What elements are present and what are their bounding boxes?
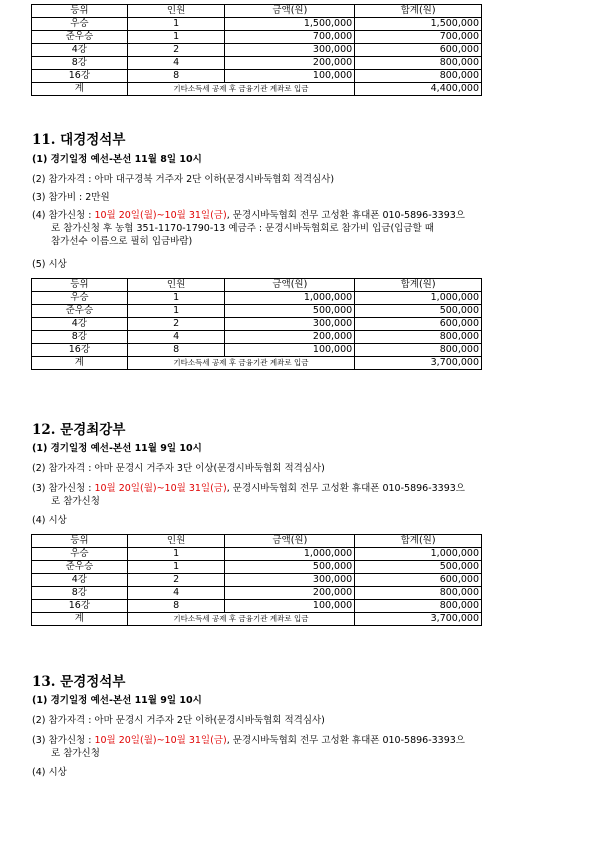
table-cell: 16강 (32, 70, 128, 83)
table-cell: 8 (127, 70, 225, 83)
s11-reg-prefix: (4) 참가신청 : (32, 210, 95, 221)
s11-reg-line2: 로 참가신청 후 농협 351-1170-1790-13 예금주 : 문경시바둑협회로 참가비 입금(입금할 때 (51, 223, 434, 234)
table-row (32, 561, 482, 574)
table-row (32, 574, 482, 587)
total-note: 기타소득세 공제 후 금융기관 계좌로 입금 (127, 357, 354, 370)
table-cell: 500,000 (225, 561, 355, 574)
table-cell: 16강 (32, 344, 128, 357)
prize-table-10 (31, 4, 482, 96)
table-cell: 800,000 (355, 70, 482, 83)
table-cell: 100,000 (225, 600, 355, 613)
s13-schedule: (1) 경기일정 예선-본선 11월 9일 10시 (32, 695, 202, 706)
s11-registration (32, 209, 592, 248)
s13-registration (32, 734, 592, 760)
table-cell: 1,000,000 (355, 292, 482, 305)
table-row (32, 587, 482, 600)
s13-reg-contact: , 문경시바둑협회 전무 고성환 휴대폰 010-5896-3393으 (226, 735, 465, 746)
table-row (32, 344, 482, 357)
table-header-row (32, 279, 482, 292)
table-cell: 600,000 (355, 318, 482, 331)
section-title-12: 12. 문경최강부 (32, 422, 126, 438)
table-total-row (32, 613, 482, 626)
table-cell: 100,000 (225, 70, 355, 83)
table-cell: 700,000 (355, 31, 482, 44)
table-row (32, 18, 482, 31)
section-title-13: 13. 문경정석부 (32, 674, 126, 690)
table-cell: 2 (127, 574, 225, 587)
table-cell: 500,000 (225, 305, 355, 318)
table-cell: 우승 (32, 292, 128, 305)
table-cell: 1 (127, 548, 225, 561)
table-cell: 8강 (32, 57, 128, 70)
table-cell: 500,000 (355, 561, 482, 574)
table-cell: 1 (127, 292, 225, 305)
s13-eligibility: (2) 참가자격 : 아마 문경시 거주자 2단 이하(문경시바둑협회 적격심사) (32, 715, 325, 726)
table-cell: 4강 (32, 574, 128, 587)
table-cell: 100,000 (225, 344, 355, 357)
column-header: 등위 (32, 279, 128, 292)
table-cell: 8 (127, 600, 225, 613)
table-row (32, 600, 482, 613)
table-cell: 1 (127, 18, 225, 31)
table-cell: 4 (127, 587, 225, 600)
table-cell: 700,000 (225, 31, 355, 44)
table-total-row (32, 83, 482, 96)
s12-eligibility: (2) 참가자격 : 아마 문경시 거주자 3단 이상(문경시바둑협회 적격심사) (32, 463, 325, 474)
s12-schedule: (1) 경기일정 예선-본선 11월 9일 10시 (32, 443, 202, 454)
total-value: 3,700,000 (355, 613, 482, 626)
total-value: 4,400,000 (355, 83, 482, 96)
table-row (32, 318, 482, 331)
table-row (32, 292, 482, 305)
table-cell: 200,000 (225, 587, 355, 600)
table-cell: 1,000,000 (225, 292, 355, 305)
table-cell: 1,500,000 (355, 18, 482, 31)
total-label: 계 (32, 83, 128, 96)
s12-reg-prefix: (3) 참가신청 : (32, 483, 95, 494)
column-header: 등위 (32, 535, 128, 548)
column-header: 합계(원) (355, 535, 482, 548)
s12-awards: (4) 시상 (32, 515, 67, 526)
table-cell: 200,000 (225, 331, 355, 344)
column-header: 인원 (127, 535, 225, 548)
s12-reg-contact: , 문경시바둑협회 전무 고성환 휴대폰 010-5896-3393으 (226, 483, 465, 494)
section-title-11: 11. 대경정석부 (32, 132, 126, 148)
total-label: 계 (32, 357, 128, 370)
s11-reg-line3: 참가선수 이름으로 필히 입금바람) (51, 236, 193, 247)
table-row (32, 70, 482, 83)
column-header: 인원 (127, 5, 225, 18)
column-header: 합계(원) (355, 5, 482, 18)
table-cell: 우승 (32, 548, 128, 561)
table-row (32, 31, 482, 44)
table-cell: 500,000 (355, 305, 482, 318)
table-cell: 8강 (32, 587, 128, 600)
column-header: 금액(원) (225, 535, 355, 548)
table-cell: 준우승 (32, 561, 128, 574)
column-header: 합계(원) (355, 279, 482, 292)
column-header: 인원 (127, 279, 225, 292)
table-cell: 준우승 (32, 31, 128, 44)
prize-table-11 (31, 278, 482, 370)
s11-awards: (5) 시상 (32, 259, 67, 270)
table-cell: 600,000 (355, 574, 482, 587)
table-cell: 1 (127, 31, 225, 44)
table-cell: 600,000 (355, 44, 482, 57)
table-cell: 우승 (32, 18, 128, 31)
table-cell: 200,000 (225, 57, 355, 70)
s13-reg-line2: 로 참가신청 (51, 748, 100, 759)
s11-eligibility: (2) 참가자격 : 아마 대구경북 거주자 2단 이하(문경시바둑협회 적격심사) (32, 174, 335, 185)
table-row (32, 548, 482, 561)
s13-awards: (4) 시상 (32, 767, 67, 778)
table-cell: 300,000 (225, 44, 355, 57)
table-cell: 16강 (32, 600, 128, 613)
table-row (32, 305, 482, 318)
table-cell: 1 (127, 305, 225, 318)
table-cell: 4강 (32, 318, 128, 331)
table-cell: 4강 (32, 44, 128, 57)
total-note: 기타소득세 공제 후 금융기관 계좌로 입금 (127, 613, 354, 626)
table-cell: 800,000 (355, 331, 482, 344)
table-cell: 1,000,000 (355, 548, 482, 561)
s11-reg-period: 10월 20일(월)~10월 31일(금) (94, 210, 227, 221)
prize-table-12 (31, 534, 482, 626)
column-header: 금액(원) (225, 5, 355, 18)
table-cell: 1,500,000 (225, 18, 355, 31)
column-header: 금액(원) (225, 279, 355, 292)
s12-reg-line2: 로 참가신청 (51, 496, 100, 507)
s12-registration (32, 482, 592, 508)
table-cell: 1 (127, 561, 225, 574)
s11-schedule: (1) 경기일정 예선-본선 11월 8일 10시 (32, 154, 202, 165)
s13-reg-period: 10월 20일(월)~10월 31일(금) (94, 735, 227, 746)
total-value: 3,700,000 (355, 357, 482, 370)
table-cell: 800,000 (355, 344, 482, 357)
table-cell: 800,000 (355, 587, 482, 600)
table-cell: 1,000,000 (225, 548, 355, 561)
table-cell: 8 (127, 344, 225, 357)
table-cell: 2 (127, 44, 225, 57)
s11-fee: (3) 참가비 : 2만원 (32, 192, 110, 203)
table-cell: 800,000 (355, 600, 482, 613)
s11-reg-contact: , 문경시바둑협회 전무 고성환 휴대폰 010-5896-3393으 (226, 210, 465, 221)
table-cell: 준우승 (32, 305, 128, 318)
total-note: 기타소득세 공제 후 금융기관 계좌로 입금 (127, 83, 354, 96)
column-header: 등위 (32, 5, 128, 18)
table-cell: 2 (127, 318, 225, 331)
total-label: 계 (32, 613, 128, 626)
table-row (32, 57, 482, 70)
s12-reg-period: 10월 20일(월)~10월 31일(금) (94, 483, 227, 494)
table-row (32, 44, 482, 57)
table-cell: 300,000 (225, 574, 355, 587)
table-total-row (32, 357, 482, 370)
s13-reg-prefix: (3) 참가신청 : (32, 735, 95, 746)
table-cell: 300,000 (225, 318, 355, 331)
table-header-row (32, 5, 482, 18)
table-cell: 8강 (32, 331, 128, 344)
table-header-row (32, 535, 482, 548)
table-cell: 800,000 (355, 57, 482, 70)
table-cell: 4 (127, 57, 225, 70)
table-row (32, 331, 482, 344)
table-cell: 4 (127, 331, 225, 344)
